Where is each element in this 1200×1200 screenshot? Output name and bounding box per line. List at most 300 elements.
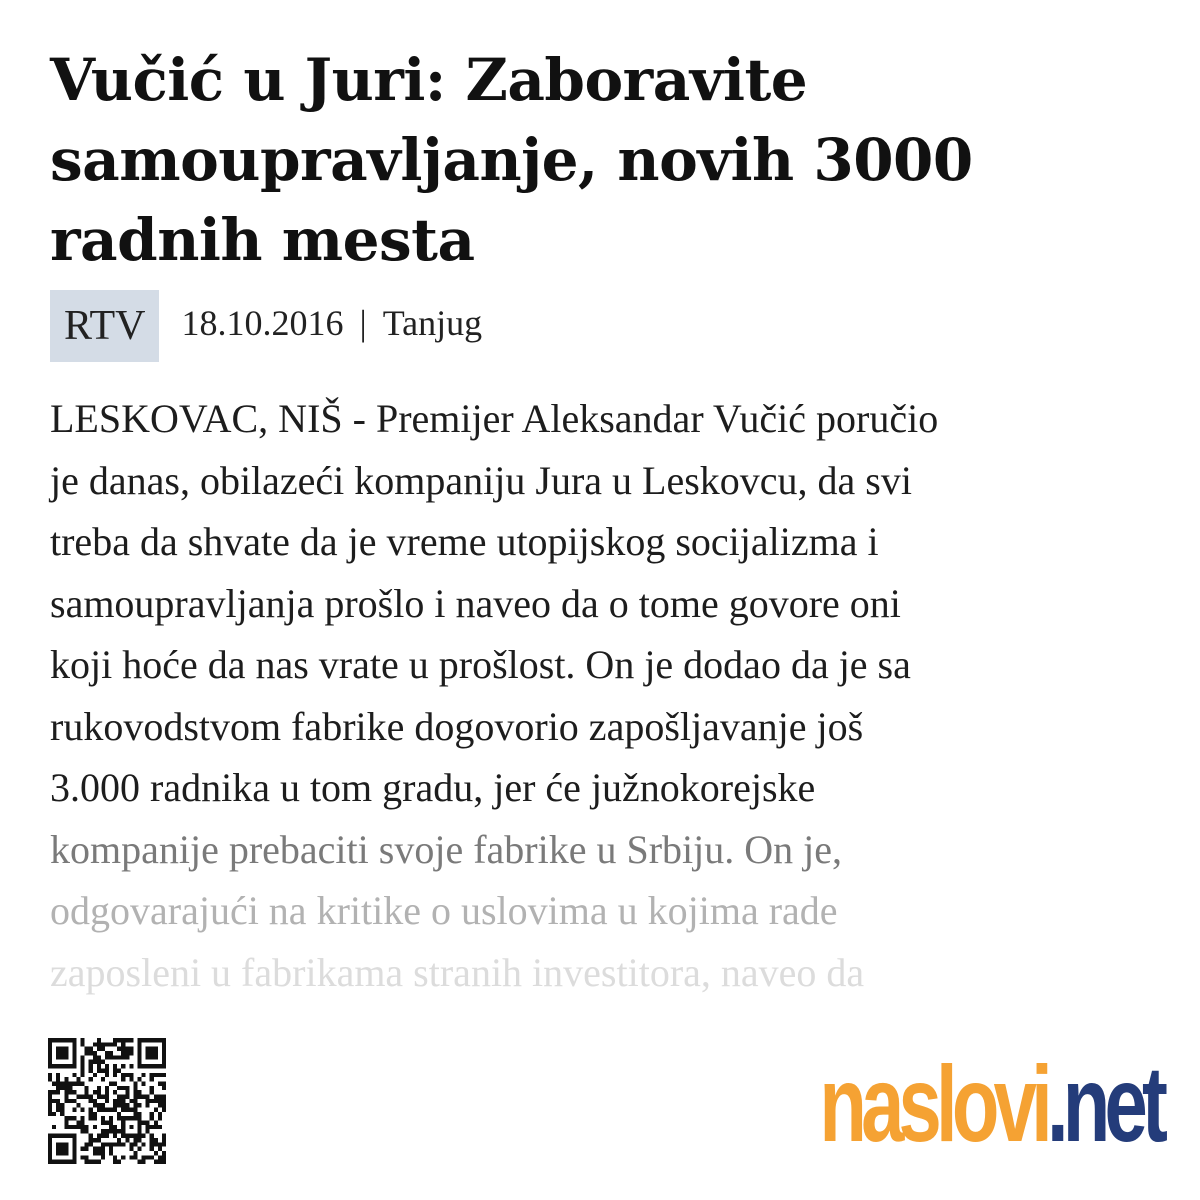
qr-module: [138, 1038, 142, 1042]
qr-module: [93, 1051, 97, 1055]
qr-module: [121, 1073, 125, 1077]
qr-module: [129, 1125, 133, 1129]
qr-module: [129, 1051, 133, 1055]
qr-module: [121, 1064, 125, 1068]
qr-module: [93, 1090, 97, 1094]
qr-module: [97, 1060, 101, 1064]
qr-module: [133, 1112, 137, 1116]
qr-module: [105, 1042, 109, 1046]
qr-module: [105, 1090, 109, 1094]
qr-module: [109, 1121, 113, 1125]
qr-module: [48, 1060, 52, 1064]
qr-module: [93, 1147, 97, 1151]
qr-module: [56, 1038, 60, 1042]
qr-module: [150, 1112, 154, 1116]
qr-module: [97, 1138, 101, 1142]
qr-module: [162, 1086, 166, 1090]
qr-module: [93, 1103, 97, 1107]
qr-module: [72, 1147, 76, 1151]
qr-module: [56, 1099, 60, 1103]
qr-module: [113, 1068, 117, 1072]
article-line: samoupravljanja prošlo i naveo da o tome govore oni: [50, 580, 901, 626]
qr-module: [162, 1094, 166, 1098]
qr-module: [64, 1038, 68, 1042]
qr-module: [64, 1090, 68, 1094]
qr-module: [72, 1125, 76, 1129]
qr-module: [142, 1038, 146, 1042]
qr-module: [89, 1047, 93, 1051]
qr-module: [81, 1081, 85, 1085]
qr-module: [101, 1108, 105, 1112]
qr-module: [72, 1060, 76, 1064]
qr-module: [138, 1060, 142, 1064]
qr-module: [125, 1073, 129, 1077]
qr-module: [109, 1055, 113, 1059]
qr-module: [89, 1116, 93, 1120]
qr-module: [105, 1108, 109, 1112]
qr-module: [72, 1073, 76, 1077]
qr-module: [146, 1129, 150, 1133]
qr-module: [129, 1116, 133, 1120]
qr-module: [60, 1038, 64, 1042]
qr-module: [64, 1121, 68, 1125]
qr-module: [133, 1142, 137, 1146]
logo-text-net: .net: [1046, 1043, 1162, 1164]
qr-module: [101, 1142, 105, 1146]
qr-module: [154, 1038, 158, 1042]
qr-module: [64, 1047, 68, 1051]
qr-module: [105, 1068, 109, 1072]
qr-module: [154, 1073, 158, 1077]
qr-module: [89, 1094, 93, 1098]
qr-module: [93, 1160, 97, 1164]
qr-module: [121, 1051, 125, 1055]
qr-module: [138, 1116, 142, 1120]
qr-module: [48, 1090, 52, 1094]
qr-module: [142, 1064, 146, 1068]
qr-module: [56, 1134, 60, 1138]
qr-module: [138, 1047, 142, 1051]
article-line: zaposleni u fabrikama stranih investitora, naveo da: [50, 949, 865, 995]
qr-module: [60, 1151, 64, 1155]
qr-module: [56, 1064, 60, 1068]
qr-module: [48, 1151, 52, 1155]
qr-module: [81, 1125, 85, 1129]
qr-module: [150, 1134, 154, 1138]
qr-module: [117, 1086, 121, 1090]
article-title: Vučić u Juri: Zaboravite samoupravljanje, novih 3000 radnih mesta: [50, 46, 973, 274]
qr-module: [129, 1038, 133, 1042]
qr-module: [48, 1103, 52, 1107]
qr-module: [113, 1129, 117, 1133]
qr-module: [117, 1099, 121, 1103]
qr-module: [72, 1051, 76, 1055]
qr-module: [162, 1060, 166, 1064]
qr-module: [68, 1038, 72, 1042]
qr-module: [146, 1064, 150, 1068]
qr-module: [113, 1090, 117, 1094]
qr-module: [93, 1042, 97, 1046]
qr-module: [146, 1103, 150, 1107]
qr-module: [150, 1116, 154, 1120]
qr-module: [113, 1108, 117, 1112]
article-date: 18.10.2016: [181, 303, 344, 343]
qr-module: [105, 1142, 109, 1146]
qr-module: [76, 1094, 80, 1098]
qr-module: [121, 1129, 125, 1133]
qr-module: [138, 1094, 142, 1098]
qr-module: [162, 1073, 166, 1077]
qr-module: [162, 1134, 166, 1138]
qr-module: [48, 1155, 52, 1159]
qr-module: [81, 1129, 85, 1133]
qr-module: [60, 1108, 64, 1112]
qr-module: [56, 1077, 60, 1081]
qr-module: [89, 1060, 93, 1064]
qr-module: [97, 1103, 101, 1107]
qr-module: [121, 1047, 125, 1051]
qr-module: [150, 1147, 154, 1151]
qr-module: [68, 1125, 72, 1129]
qr-module: [85, 1160, 89, 1164]
qr-module: [48, 1134, 52, 1138]
qr-module: [162, 1160, 166, 1164]
qr-module: [101, 1121, 105, 1125]
qr-module: [133, 1155, 137, 1159]
qr-module: [97, 1094, 101, 1098]
qr-module: [68, 1064, 72, 1068]
qr-module: [146, 1047, 150, 1051]
qr-module: [117, 1160, 121, 1164]
article-line: treba da shvate da je vreme utopijskog socijalizma i: [50, 519, 879, 564]
qr-module: [64, 1094, 68, 1098]
qr-module: [113, 1073, 117, 1077]
qr-module: [158, 1038, 162, 1042]
qr-module: [129, 1134, 133, 1138]
qr-module: [48, 1073, 52, 1077]
qr-module: [85, 1090, 89, 1094]
qr-module: [93, 1138, 97, 1142]
qr-module: [52, 1160, 56, 1164]
qr-module: [48, 1055, 52, 1059]
qr-module: [162, 1047, 166, 1051]
qr-module: [97, 1134, 101, 1138]
qr-module: [150, 1038, 154, 1042]
qr-module: [85, 1155, 89, 1159]
qr-module: [125, 1086, 129, 1090]
qr-module: [109, 1051, 113, 1055]
qr-module: [150, 1051, 154, 1055]
article-agency: Tanjug: [382, 303, 483, 343]
qr-module: [154, 1142, 158, 1146]
qr-module: [64, 1125, 68, 1129]
qr-module: [142, 1134, 146, 1138]
qr-module: [154, 1051, 158, 1055]
qr-module: [121, 1134, 125, 1138]
qr-module: [109, 1147, 113, 1151]
qr-module: [81, 1055, 85, 1059]
article-line: rukovodstvom fabrike dogovorio zapošljavanje još: [50, 703, 864, 749]
qr-module: [64, 1051, 68, 1055]
qr-module: [56, 1103, 60, 1107]
qr-module: [154, 1047, 158, 1051]
qr-module: [56, 1055, 60, 1059]
qr-module: [109, 1142, 113, 1146]
qr-module: [101, 1077, 105, 1081]
qr-module: [81, 1038, 85, 1042]
meta-separator: |: [359, 303, 367, 343]
qr-module: [158, 1142, 162, 1146]
qr-module: [85, 1147, 89, 1151]
qr-module: [97, 1068, 101, 1072]
qr-module: [133, 1138, 137, 1142]
qr-module: [117, 1142, 121, 1146]
qr-module: [101, 1068, 105, 1072]
qr-module: [85, 1125, 89, 1129]
qr-module: [162, 1142, 166, 1146]
qr-module: [162, 1038, 166, 1042]
qr-module: [113, 1055, 117, 1059]
qr-module: [125, 1138, 129, 1142]
qr-module: [89, 1051, 93, 1055]
qr-module: [113, 1038, 117, 1042]
qr-module: [81, 1073, 85, 1077]
qr-module: [125, 1108, 129, 1112]
qr-module: [56, 1142, 60, 1146]
qr-module: [121, 1042, 125, 1046]
qr-module: [158, 1147, 162, 1151]
qr-module: [105, 1055, 109, 1059]
qr-module: [121, 1108, 125, 1112]
qr-module: [72, 1047, 76, 1051]
qr-module: [48, 1047, 52, 1051]
qr-module: [105, 1073, 109, 1077]
qr-module: [138, 1077, 142, 1081]
qr-module: [60, 1147, 64, 1151]
qr-module: [113, 1125, 117, 1129]
qr-module: [133, 1090, 137, 1094]
qr-module: [117, 1038, 121, 1042]
qr-module: [113, 1103, 117, 1107]
qr-module: [76, 1081, 80, 1085]
qr-module: [158, 1094, 162, 1098]
qr-module: [121, 1155, 125, 1159]
qr-module: [101, 1103, 105, 1107]
qr-module: [101, 1060, 105, 1064]
qr-module: [85, 1086, 89, 1090]
qr-module: [76, 1121, 80, 1125]
qr-module: [48, 1112, 52, 1116]
qr-module: [68, 1116, 72, 1120]
qr-module: [150, 1064, 154, 1068]
qr-module: [125, 1094, 129, 1098]
qr-module: [154, 1108, 158, 1112]
qr-module: [125, 1051, 129, 1055]
qr-module: [129, 1155, 133, 1159]
qr-module: [72, 1142, 76, 1146]
qr-module: [72, 1055, 76, 1059]
qr-module: [109, 1125, 113, 1129]
qr-module: [158, 1112, 162, 1116]
qr-module: [60, 1055, 64, 1059]
qr-module: [48, 1108, 52, 1112]
qr-module: [89, 1077, 93, 1081]
qr-module: [76, 1125, 80, 1129]
qr-module: [150, 1055, 154, 1059]
qr-module: [138, 1138, 142, 1142]
qr-module: [64, 1160, 68, 1164]
qr-module: [154, 1099, 158, 1103]
qr-module: [150, 1138, 154, 1142]
qr-module: [121, 1086, 125, 1090]
qr-module: [56, 1073, 60, 1077]
qr-module: [64, 1099, 68, 1103]
qr-module: [89, 1108, 93, 1112]
qr-module: [72, 1160, 76, 1164]
qr-module: [56, 1108, 60, 1112]
qr-module: [85, 1047, 89, 1051]
qr-module: [89, 1068, 93, 1072]
qr-module: [48, 1138, 52, 1142]
qr-module: [150, 1086, 154, 1090]
qr-module: [162, 1099, 166, 1103]
qr-module: [154, 1055, 158, 1059]
qr-module: [85, 1051, 89, 1055]
qr-module: [150, 1125, 154, 1129]
qr-module: [81, 1108, 85, 1112]
qr-module: [72, 1108, 76, 1112]
article-line: 3.000 radnika u tom gradu, jer će južnokorejske: [50, 765, 816, 810]
qr-module: [97, 1064, 101, 1068]
qr-module: [52, 1134, 56, 1138]
qr-module: [158, 1125, 162, 1129]
qr-module: [105, 1094, 109, 1098]
qr-module: [138, 1134, 142, 1138]
qr-module: [133, 1116, 137, 1120]
qr-module: [138, 1160, 142, 1164]
qr-module: [133, 1151, 137, 1155]
qr-module: [89, 1142, 93, 1146]
qr-module: [129, 1047, 133, 1051]
qr-module: [56, 1051, 60, 1055]
qr-module: [101, 1134, 105, 1138]
source-badge[interactable]: RTV: [50, 290, 159, 362]
qr-module: [52, 1090, 56, 1094]
qr-module: [52, 1125, 56, 1129]
qr-module: [129, 1064, 133, 1068]
qr-module: [133, 1108, 137, 1112]
qr-module: [138, 1112, 142, 1116]
qr-module: [150, 1047, 154, 1051]
qr-module: [162, 1138, 166, 1142]
qr-module: [56, 1047, 60, 1051]
article-line: LESKOVAC, NIŠ - Premijer Aleksandar Vučić poručio: [50, 396, 939, 441]
qr-module: [146, 1125, 150, 1129]
qr-module: [64, 1077, 68, 1081]
qr-module: [60, 1047, 64, 1051]
qr-module: [48, 1142, 52, 1146]
qr-module: [121, 1094, 125, 1098]
qr-module: [101, 1155, 105, 1159]
qr-module: [93, 1125, 97, 1129]
qr-module: [64, 1116, 68, 1120]
qr-module: [121, 1077, 125, 1081]
qr-module: [64, 1081, 68, 1085]
qr-module: [158, 1064, 162, 1068]
qr-module: [121, 1099, 125, 1103]
qr-module: [68, 1086, 72, 1090]
qr-module: [142, 1094, 146, 1098]
qr-module: [60, 1081, 64, 1085]
qr-module: [72, 1134, 76, 1138]
qr-module: [150, 1155, 154, 1159]
qr-module: [117, 1068, 121, 1072]
qr-module: [133, 1086, 137, 1090]
qr-module: [48, 1099, 52, 1103]
qr-module: [97, 1090, 101, 1094]
logo-text-naslovi: naslovi: [819, 1043, 1047, 1164]
qr-module: [97, 1042, 101, 1046]
qr-module: [48, 1064, 52, 1068]
qr-module: [138, 1125, 142, 1129]
qr-module: [105, 1064, 109, 1068]
qr-module: [125, 1090, 129, 1094]
qr-module: [150, 1090, 154, 1094]
qr-module: [142, 1081, 146, 1085]
qr-module: [105, 1134, 109, 1138]
qr-module: [162, 1103, 166, 1107]
qr-module: [117, 1116, 121, 1120]
qr-module: [60, 1103, 64, 1107]
qr-module: [142, 1155, 146, 1159]
qr-module: [142, 1160, 146, 1164]
qr-module: [158, 1073, 162, 1077]
qr-module: [109, 1151, 113, 1155]
qr-module: [48, 1147, 52, 1151]
qr-module: [129, 1073, 133, 1077]
qr-module: [60, 1112, 64, 1116]
article-meta: [50, 290, 482, 362]
qr-module: [138, 1051, 142, 1055]
qr-module: [72, 1151, 76, 1155]
qr-module: [146, 1051, 150, 1055]
qr-module: [97, 1086, 101, 1090]
qr-module: [162, 1064, 166, 1068]
qr-code-icon[interactable]: [48, 1038, 166, 1164]
qr-module: [146, 1155, 150, 1159]
qr-module: [129, 1108, 133, 1112]
qr-module: [72, 1081, 76, 1085]
qr-module: [97, 1108, 101, 1112]
qr-module: [97, 1047, 101, 1051]
qr-module: [125, 1103, 129, 1107]
qr-module: [97, 1160, 101, 1164]
article-line: je danas, obilazeći kompaniju Jura u Leskovcu, da svi: [50, 457, 912, 503]
qr-module: [101, 1094, 105, 1098]
qr-module: [121, 1116, 125, 1120]
qr-module: [150, 1099, 154, 1103]
qr-module: [150, 1077, 154, 1081]
qr-module: [133, 1081, 137, 1085]
qr-module: [97, 1038, 101, 1042]
qr-module: [138, 1055, 142, 1059]
qr-module: [146, 1055, 150, 1059]
qr-module: [113, 1134, 117, 1138]
qr-module: [81, 1155, 85, 1159]
qr-module: [64, 1147, 68, 1151]
naslovi-net-logo[interactable]: [819, 1043, 1162, 1164]
qr-module: [117, 1129, 121, 1133]
